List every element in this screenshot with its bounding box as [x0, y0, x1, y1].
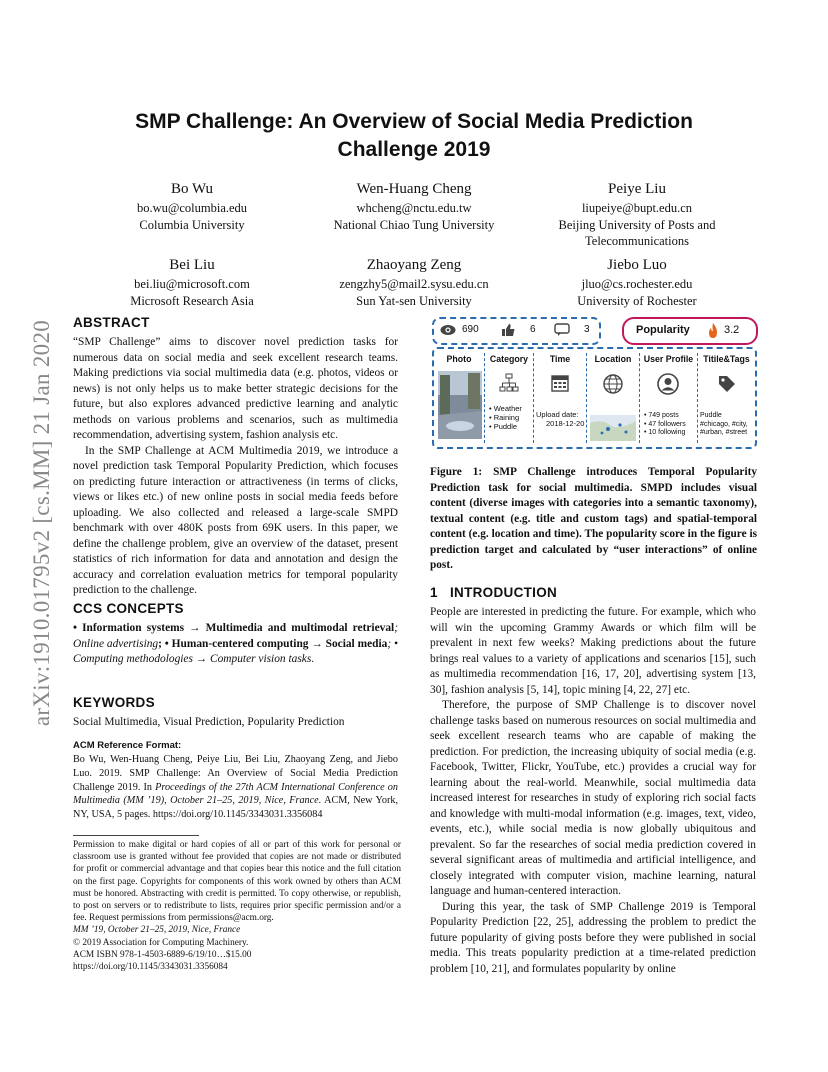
time-column [534, 349, 586, 447]
permission-copyright: © 2019 Association for Computing Machinery. [73, 937, 249, 948]
post-tags: #chicago, #city, [700, 420, 748, 428]
popularity-box [622, 317, 758, 345]
author-affiliation: Beijing University of Posts and [558, 217, 716, 232]
upload-date: 2018-12-20 [546, 419, 585, 428]
section-heading [430, 585, 557, 600]
author-block [517, 180, 757, 250]
author-block [72, 180, 312, 233]
author-block [72, 256, 312, 309]
category-item: • Weather [489, 404, 522, 413]
author-email: bo.wu@columbia.edu [136, 201, 248, 215]
interaction-stats-box [432, 317, 601, 345]
ccs-heading: CCS CONCEPTS [73, 601, 184, 616]
acm-reference-proceedings: Proceedings of the 27th ACM International Conference on Multimedia (MM ’19), October 21–25, 2019, Nice, France. [73, 781, 398, 807]
calendar-icon [550, 373, 570, 393]
author-email: liupeiye@bupt.edu.cn [581, 201, 693, 215]
popularity-label: Popularity [636, 324, 690, 336]
acm-reference-part: ACM, New York, NY, USA, 5 pages. https://doi.org/10.1145/3343031.3356084 [73, 795, 399, 821]
author-email: bei.liu@microsoft.com [134, 277, 250, 291]
keywords-text: Social Multimedia, Visual Prediction, Popularity Prediction [73, 716, 345, 728]
introduction-body [430, 605, 756, 977]
post-title: Puddle [700, 412, 722, 419]
profile-stat: • 10 following [644, 429, 686, 437]
thumbs-up-icon [501, 323, 515, 337]
user-avatar-icon [657, 373, 679, 395]
permission-text: Permission to make digital or hard copies of all or part of this work for personal or classroom use is granted without fee provided that copies are not made or distributed for profit or commercial advantage and that copies bear this notice and the full citation on the first page. Copyrights for components of this work owned by others than ACM must be honored. Abstracting with credit is permitted. To copy otherwise, or republish, to post on servers or to redistribute to lists, requires prior specific permission and/or a fee. Request permissions from permissions@acm.org. [73, 840, 401, 924]
comment-icon [554, 323, 570, 337]
arxiv-identifier: arXiv:1910.01795v2 [cs.MM] 21 Jan 2020 [29, 319, 54, 727]
author-email: zengzhy5@mail2.sysu.edu.cn [339, 277, 489, 291]
intro-paragraph-3: During this year, the task of SMP Challenge 2019 is Temporal Popularity Prediction [22, 25], addressing the problem to predict the future popularity of giving posts before they were published in social media. This treats popularity prediction at a time-related prediction problem [10, 21], and formulates popularity by online [430, 900, 756, 975]
fire-icon [706, 322, 720, 339]
author-email: jluo@cs.rochester.edu [581, 277, 693, 291]
author-affiliation: Microsoft Research Asia [130, 293, 254, 308]
column-header: Time [549, 354, 571, 364]
abstract-paragraph-2: In the SMP Challenge at ACM Multimedia 2019, we introduce a novel prediction task Temporal Popularity Prediction, which focuses on predicting future interaction or attractiveness (in terms of clicks, views or likes etc.) of new online posts in social media feeds before uploading. We also collected and released a large-scale SMPD benchmark with over 480K posts from 69K users. In this paper, we define the challenge problem, give an overview of the dataset, present statistics of rich information for data and annotation and design the accuracy and correlation evaluation metrics for temporal popularity prediction to the challenge. [73, 444, 398, 596]
footnote-rule [73, 835, 199, 836]
location-column [587, 349, 639, 447]
author-affiliation: Columbia University [139, 217, 245, 232]
post-tags: #urban, #street [700, 429, 748, 437]
permission-doi: https://doi.org/10.1145/3343031.3356084 [73, 962, 228, 973]
author-affiliation: Sun Yat-sen University [356, 293, 472, 308]
likes-count: 6 [530, 324, 536, 335]
views-count: 690 [462, 324, 479, 335]
author-name: Bo Wu [170, 181, 214, 197]
permission-isbn: ACM ISBN 978-1-4503-6889-6/19/10…$15.00 [73, 949, 252, 960]
paper-title [90, 108, 738, 164]
figure-caption: Figure 1: SMP Challenge introduces Temporal Popularity Prediction task for social multimedia. SMPD includes visual content (diverse images with categories into a semantic taxonomy), textual content (e.g. title and custom tags) and spatial-temporal content (e.g. location and time). The popularity score in the figure is prediction target and calculated by “user interactions” of online post. [430, 466, 757, 571]
comments-count: 3 [584, 324, 590, 335]
ccs-item: • Information systems → Multimedia and multimodal retrieval [73, 622, 395, 634]
ccs-item: ; • Computing methodologies → Computer vision tasks [73, 637, 398, 665]
category-item: • Raining [489, 413, 520, 422]
author-block [294, 180, 534, 233]
section-title: INTRODUCTION [449, 585, 558, 600]
section-number: 1 [430, 585, 438, 600]
author-affiliation: National Chiao Tung University [333, 217, 495, 232]
map-thumbnail [590, 415, 636, 441]
acm-reference-text [73, 753, 398, 822]
tag-icon [717, 374, 737, 394]
abstract-body [73, 335, 398, 599]
category-list [489, 404, 522, 431]
author-name: Jiebo Luo [607, 257, 667, 273]
author-name: Bei Liu [169, 257, 215, 273]
title-line-1: SMP Challenge: An Overview of Social Media Prediction [135, 110, 693, 133]
profile-stat: • 47 followers [644, 420, 686, 428]
category-item: • Puddle [489, 422, 518, 431]
title-tags-column [698, 349, 755, 447]
column-header: Titile&Tags [703, 354, 750, 364]
intro-paragraph-1: People are interested in predicting the future. For example, which who will win the upcoming Grammy Awards or which film will be prevalent in next few weeks? Making predictions about the future brings real values to a variety of applications and scenarios [15], such as multimedia recommendation [16, 17, 20], advertising system [13, 30], fashion analysis [5, 14], topic mining [4, 22, 27] etc. [430, 606, 756, 696]
keywords-heading: KEYWORDS [73, 695, 155, 710]
profile-stat: • 749 posts [644, 412, 679, 419]
feature-columns-box [432, 347, 757, 449]
photo-column [434, 349, 484, 447]
column-header: Location [594, 354, 632, 364]
profile-stats [644, 412, 686, 438]
figure-1 [429, 314, 759, 452]
abstract-heading: ABSTRACT [73, 315, 150, 330]
abstract-paragraph-1: “SMP Challenge” aims to discover novel prediction tasks for numerous data on social media and seek excellent research teams. Making predictions via social multimedia data (e.g. photos, videos or news) is not only helps us to make better strategic decisions for the future, but also explores advanced predictive learning and analytic methods on various problems and scenarios, such as multimedia recommendation, advertising system, fashion analysis etc. [73, 336, 398, 441]
author-block [294, 256, 534, 309]
column-header: Category [489, 354, 529, 364]
ccs-item: ; Online advertising [73, 622, 398, 650]
author-affiliation: University of Rochester [577, 293, 697, 308]
author-block [517, 256, 757, 309]
eye-icon [440, 324, 456, 336]
upload-info [536, 410, 584, 428]
intro-paragraph-2: Therefore, the purpose of SMP Challenge is to discover novel challenge tasks based on numerous resources on social multimedia and seek excellent research teams who are capable of making the prediction. For prediction, the increasing ubiquity of social media (e.g. Facebook, Twitter, Flickr, YouTube, etc.) provides a crucial way for learning about the real-world. Meanwhile, social multimedia data increased interest for researches in study of exploring rich social facts and knowledge with multi-modal information (e.g. images, text, video, events, etc.), while social media is now globally ubiquitous and prevalent. So far the researches of social media prediction covered in several significant areas of multimedia and artificial intelligence, and closely integrated with computer vision, machine learning, natural language and human-centered interaction. [430, 699, 756, 897]
tags-text [700, 412, 748, 438]
title-line-2: Challenge 2019 [337, 138, 491, 161]
acm-reference-heading: ACM Reference Format: [73, 740, 182, 751]
street-photo [438, 371, 482, 439]
user-profile-column [640, 349, 697, 447]
upload-label: Upload date: [536, 410, 579, 419]
author-email: whcheng@nctu.edu.tw [356, 201, 472, 215]
popularity-value: 3.2 [724, 324, 740, 336]
category-column [485, 349, 533, 447]
column-header: User Profile [643, 354, 694, 364]
taxonomy-icon [499, 373, 519, 393]
globe-icon [602, 373, 624, 395]
author-name: Zhaoyang Zeng [366, 257, 462, 273]
ccs-item: . [311, 653, 315, 665]
author-affiliation-cont: Telecommunications [585, 234, 689, 248]
permission-notice [73, 839, 401, 973]
ccs-concepts [73, 621, 398, 668]
column-header: Photo [446, 354, 472, 364]
acm-reference-part: Bo Wu, Wen-Huang Cheng, Peiye Liu, Bei Liu, Zhaoyang Zeng, and Jiebo Luo. 2019. SMP Challenge: An Overview of Social Media Prediction Challenge 2019. In [73, 754, 398, 793]
author-name: Peiye Liu [608, 181, 666, 197]
permission-venue: MM ’19, October 21–25, 2019, Nice, France [73, 925, 241, 936]
author-name: Wen-Huang Cheng [356, 181, 472, 197]
ccs-item: ; • Human-centered computing → Social media [158, 637, 388, 650]
